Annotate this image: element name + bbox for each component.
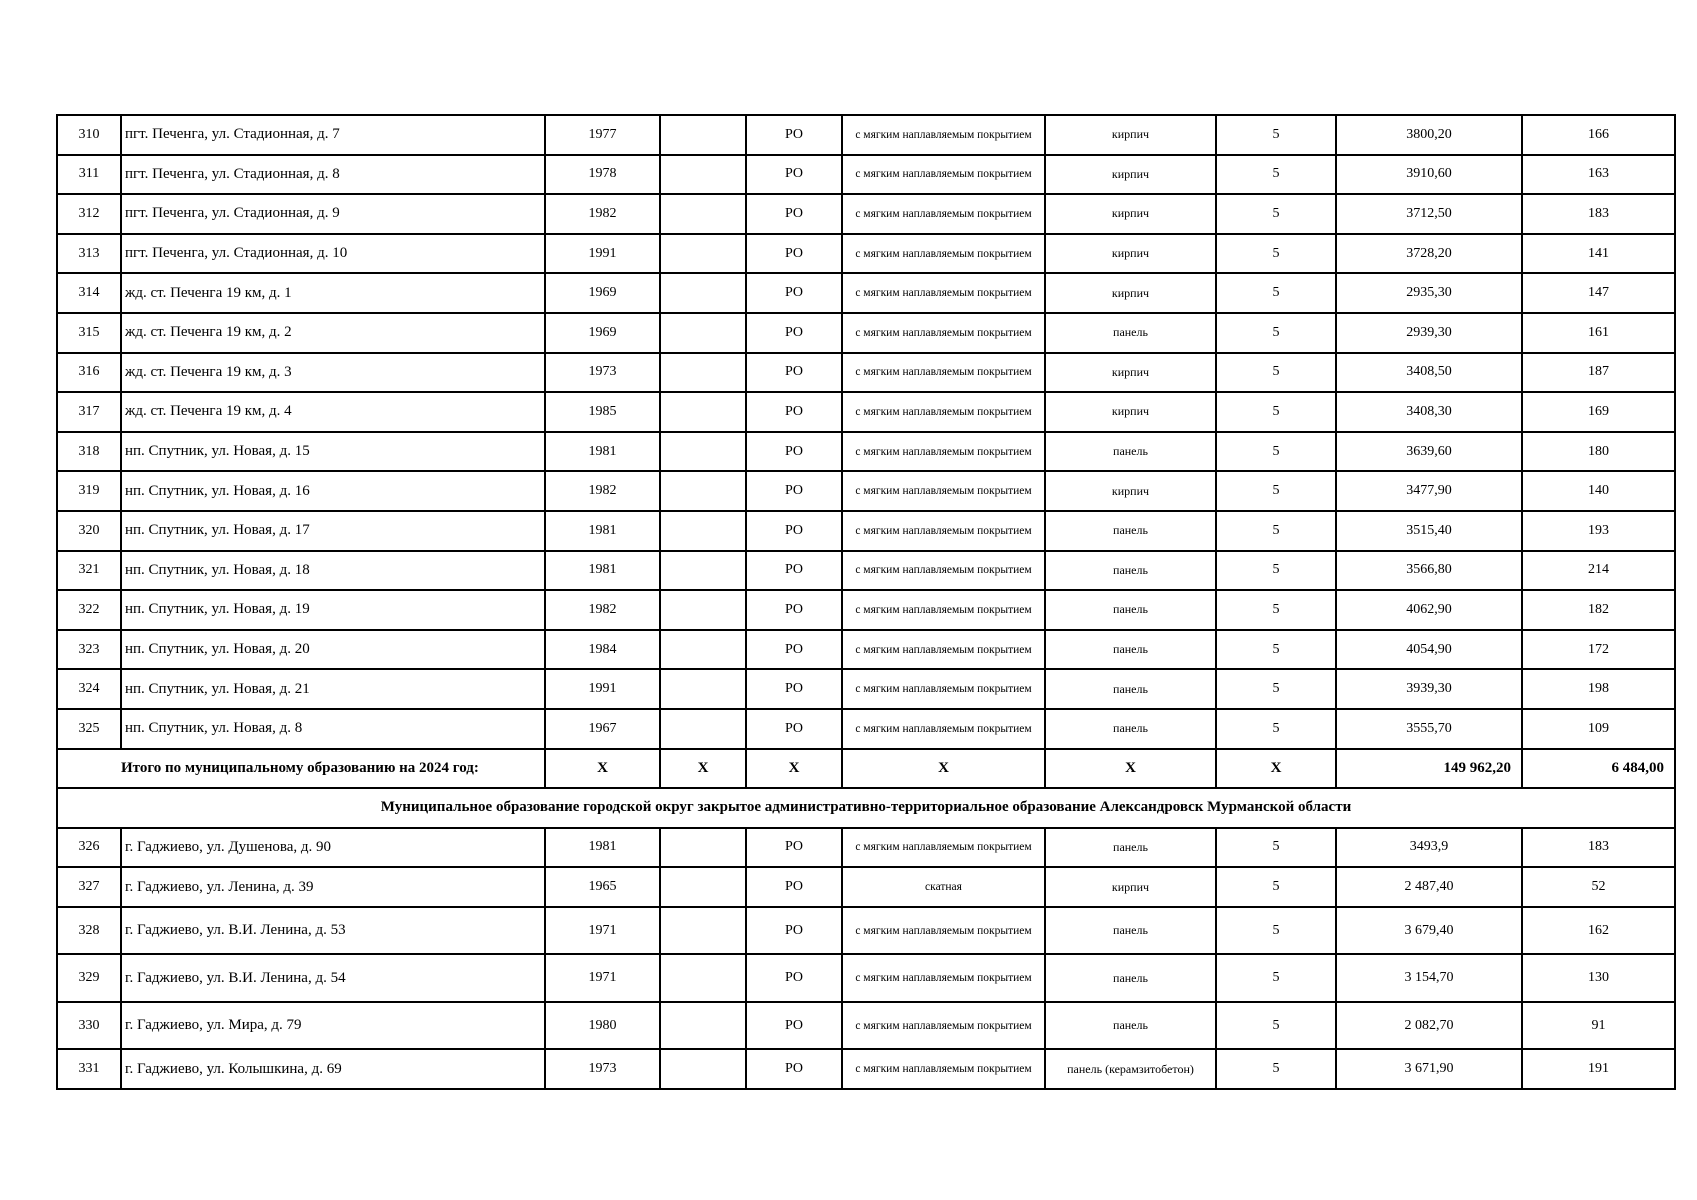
- address-cell: нп. Спутник, ул. Новая, д. 8: [121, 709, 545, 749]
- fund-cell: РО: [746, 353, 842, 393]
- year-cell: 1981: [545, 551, 660, 591]
- roof-type-cell: с мягким наплавляемым покрытием: [842, 194, 1045, 234]
- wall-material-cell: кирпич: [1045, 273, 1216, 313]
- row-number: 318: [57, 432, 121, 472]
- area-cell: 3910,60: [1336, 155, 1522, 195]
- area-cell: 3712,50: [1336, 194, 1522, 234]
- empty-cell: [660, 669, 746, 709]
- empty-cell: [660, 1002, 746, 1050]
- empty-cell: [660, 709, 746, 749]
- floors-cell: 5: [1216, 907, 1336, 955]
- year-cell: 1969: [545, 313, 660, 353]
- row-number: 312: [57, 194, 121, 234]
- wall-material-cell: панель: [1045, 551, 1216, 591]
- housing-register-table: [56, 114, 1676, 1090]
- table-row: [57, 273, 1675, 313]
- rows-group-gadzhievo: [57, 828, 1675, 1089]
- area-cell: 3408,30: [1336, 392, 1522, 432]
- address-cell: жд. ст. Печенга 19 км, д. 1: [121, 273, 545, 313]
- floors-cell: 5: [1216, 1049, 1336, 1089]
- total-residents: 6 484,00: [1522, 749, 1675, 789]
- row-number: 316: [57, 353, 121, 393]
- row-number: 324: [57, 669, 121, 709]
- floors-cell: 5: [1216, 194, 1336, 234]
- area-cell: 3493,9: [1336, 828, 1522, 868]
- year-cell: 1981: [545, 828, 660, 868]
- floors-cell: 5: [1216, 432, 1336, 472]
- residents-cell: 193: [1522, 511, 1675, 551]
- floors-cell: 5: [1216, 590, 1336, 630]
- table-row: [57, 511, 1675, 551]
- residents-cell: 91: [1522, 1002, 1675, 1050]
- empty-cell: [660, 828, 746, 868]
- table-row: [57, 234, 1675, 274]
- wall-material-cell: кирпич: [1045, 234, 1216, 274]
- wall-material-cell: панель: [1045, 709, 1216, 749]
- wall-material-cell: кирпич: [1045, 155, 1216, 195]
- wall-material-cell: кирпич: [1045, 867, 1216, 907]
- table-row: [57, 669, 1675, 709]
- floors-cell: 5: [1216, 313, 1336, 353]
- roof-type-cell: с мягким наплавляемым покрытием: [842, 590, 1045, 630]
- empty-cell: [660, 353, 746, 393]
- row-number: 327: [57, 867, 121, 907]
- wall-material-cell: панель: [1045, 1002, 1216, 1050]
- wall-material-cell: панель: [1045, 954, 1216, 1002]
- table-row: [57, 954, 1675, 1002]
- fund-cell: РО: [746, 954, 842, 1002]
- table-row: [57, 590, 1675, 630]
- total-row: [57, 749, 1675, 789]
- address-cell: пгт. Печенга, ул. Стадионная, д. 10: [121, 234, 545, 274]
- empty-cell: [660, 511, 746, 551]
- row-number: 313: [57, 234, 121, 274]
- empty-cell: [660, 155, 746, 195]
- address-cell: пгт. Печенга, ул. Стадионная, д. 7: [121, 115, 545, 155]
- area-cell: 3408,50: [1336, 353, 1522, 393]
- area-cell: 3566,80: [1336, 551, 1522, 591]
- table-row: [57, 1002, 1675, 1050]
- fund-cell: РО: [746, 1049, 842, 1089]
- table-row: [57, 194, 1675, 234]
- section-title: Муниципальное образование городской округ закрытое административно-территориальное образование Александровск Мурманской области: [57, 788, 1675, 828]
- roof-type-cell: с мягким наплавляемым покрытием: [842, 155, 1045, 195]
- area-cell: 3800,20: [1336, 115, 1522, 155]
- row-number: 328: [57, 907, 121, 955]
- fund-cell: РО: [746, 630, 842, 670]
- area-cell: 3 679,40: [1336, 907, 1522, 955]
- address-cell: г. Гаджиево, ул. Мира, д. 79: [121, 1002, 545, 1050]
- wall-material-cell: панель: [1045, 590, 1216, 630]
- residents-cell: 161: [1522, 313, 1675, 353]
- row-number: 331: [57, 1049, 121, 1089]
- fund-cell: РО: [746, 273, 842, 313]
- fund-cell: РО: [746, 709, 842, 749]
- floors-cell: 5: [1216, 828, 1336, 868]
- total-area: 149 962,20: [1336, 749, 1522, 789]
- roof-type-cell: с мягким наплавляемым покрытием: [842, 630, 1045, 670]
- year-cell: 1981: [545, 511, 660, 551]
- row-number: 319: [57, 471, 121, 511]
- floors-cell: 5: [1216, 669, 1336, 709]
- residents-cell: 180: [1522, 432, 1675, 472]
- address-cell: г. Гаджиево, ул. Колышкина, д. 69: [121, 1049, 545, 1089]
- residents-cell: 162: [1522, 907, 1675, 955]
- fund-cell: РО: [746, 155, 842, 195]
- floors-cell: 5: [1216, 511, 1336, 551]
- wall-material-cell: панель: [1045, 828, 1216, 868]
- residents-cell: 214: [1522, 551, 1675, 591]
- row-number: 329: [57, 954, 121, 1002]
- residents-cell: 198: [1522, 669, 1675, 709]
- area-cell: 3515,40: [1336, 511, 1522, 551]
- table-row: [57, 392, 1675, 432]
- fund-cell: РО: [746, 115, 842, 155]
- address-cell: жд. ст. Печенга 19 км, д. 4: [121, 392, 545, 432]
- address-cell: нп. Спутник, ул. Новая, д. 15: [121, 432, 545, 472]
- roof-type-cell: с мягким наплавляемым покрытием: [842, 353, 1045, 393]
- fund-cell: РО: [746, 867, 842, 907]
- area-cell: 3555,70: [1336, 709, 1522, 749]
- wall-material-cell: кирпич: [1045, 353, 1216, 393]
- fund-cell: РО: [746, 551, 842, 591]
- row-number: 321: [57, 551, 121, 591]
- roof-type-cell: с мягким наплавляемым покрытием: [842, 1049, 1045, 1089]
- floors-cell: 5: [1216, 273, 1336, 313]
- total-mark: Х: [660, 749, 746, 789]
- year-cell: 1973: [545, 1049, 660, 1089]
- area-cell: 3728,20: [1336, 234, 1522, 274]
- table-row: [57, 907, 1675, 955]
- total-mark: Х: [1045, 749, 1216, 789]
- residents-cell: 187: [1522, 353, 1675, 393]
- empty-cell: [660, 590, 746, 630]
- fund-cell: РО: [746, 194, 842, 234]
- roof-type-cell: с мягким наплавляемым покрытием: [842, 511, 1045, 551]
- wall-material-cell: панель: [1045, 511, 1216, 551]
- roof-type-cell: с мягким наплавляемым покрытием: [842, 907, 1045, 955]
- fund-cell: РО: [746, 907, 842, 955]
- address-cell: нп. Спутник, ул. Новая, д. 17: [121, 511, 545, 551]
- row-number: 330: [57, 1002, 121, 1050]
- area-cell: 2939,30: [1336, 313, 1522, 353]
- wall-material-cell: кирпич: [1045, 115, 1216, 155]
- table-row: [57, 471, 1675, 511]
- residents-cell: 172: [1522, 630, 1675, 670]
- table-row: [57, 828, 1675, 868]
- year-cell: 1982: [545, 590, 660, 630]
- year-cell: 1991: [545, 234, 660, 274]
- row-number: 310: [57, 115, 121, 155]
- row-number: 317: [57, 392, 121, 432]
- table-row: [57, 709, 1675, 749]
- year-cell: 1984: [545, 630, 660, 670]
- wall-material-cell: панель: [1045, 630, 1216, 670]
- area-cell: 3 154,70: [1336, 954, 1522, 1002]
- roof-type-cell: с мягким наплавляемым покрытием: [842, 273, 1045, 313]
- year-cell: 1967: [545, 709, 660, 749]
- row-number: 311: [57, 155, 121, 195]
- roof-type-cell: с мягким наплавляемым покрытием: [842, 471, 1045, 511]
- address-cell: г. Гаджиево, ул. Ленина, д. 39: [121, 867, 545, 907]
- wall-material-cell: панель: [1045, 669, 1216, 709]
- area-cell: 2935,30: [1336, 273, 1522, 313]
- roof-type-cell: с мягким наплавляемым покрытием: [842, 234, 1045, 274]
- address-cell: жд. ст. Печенга 19 км, д. 3: [121, 353, 545, 393]
- table-row: [57, 630, 1675, 670]
- year-cell: 1973: [545, 353, 660, 393]
- residents-cell: 163: [1522, 155, 1675, 195]
- residents-cell: 166: [1522, 115, 1675, 155]
- year-cell: 1977: [545, 115, 660, 155]
- empty-cell: [660, 273, 746, 313]
- address-cell: г. Гаджиево, ул. Душенова, д. 90: [121, 828, 545, 868]
- empty-cell: [660, 1049, 746, 1089]
- fund-cell: РО: [746, 669, 842, 709]
- empty-cell: [660, 867, 746, 907]
- address-cell: нп. Спутник, ул. Новая, д. 21: [121, 669, 545, 709]
- table-row: [57, 353, 1675, 393]
- floors-cell: 5: [1216, 392, 1336, 432]
- roof-type-cell: с мягким наплавляемым покрытием: [842, 432, 1045, 472]
- residents-cell: 130: [1522, 954, 1675, 1002]
- residents-cell: 169: [1522, 392, 1675, 432]
- floors-cell: 5: [1216, 155, 1336, 195]
- year-cell: 1981: [545, 432, 660, 472]
- roof-type-cell: с мягким наплавляемым покрытием: [842, 313, 1045, 353]
- roof-type-cell: с мягким наплавляемым покрытием: [842, 709, 1045, 749]
- address-cell: нп. Спутник, ул. Новая, д. 16: [121, 471, 545, 511]
- empty-cell: [660, 392, 746, 432]
- floors-cell: 5: [1216, 551, 1336, 591]
- year-cell: 1982: [545, 471, 660, 511]
- empty-cell: [660, 954, 746, 1002]
- roof-type-cell: с мягким наплавляемым покрытием: [842, 954, 1045, 1002]
- empty-cell: [660, 432, 746, 472]
- address-cell: пгт. Печенга, ул. Стадионная, д. 8: [121, 155, 545, 195]
- floors-cell: 5: [1216, 1002, 1336, 1050]
- area-cell: 3 671,90: [1336, 1049, 1522, 1089]
- total-mark: Х: [842, 749, 1045, 789]
- fund-cell: РО: [746, 392, 842, 432]
- address-cell: пгт. Печенга, ул. Стадионная, д. 9: [121, 194, 545, 234]
- wall-material-cell: панель (керамзитобетон): [1045, 1049, 1216, 1089]
- fund-cell: РО: [746, 432, 842, 472]
- table-row: [57, 313, 1675, 353]
- address-cell: нп. Спутник, ул. Новая, д. 18: [121, 551, 545, 591]
- area-cell: 2 082,70: [1336, 1002, 1522, 1050]
- residents-cell: 140: [1522, 471, 1675, 511]
- empty-cell: [660, 313, 746, 353]
- roof-type-cell: скатная: [842, 867, 1045, 907]
- roof-type-cell: с мягким наплавляемым покрытием: [842, 828, 1045, 868]
- row-number: 320: [57, 511, 121, 551]
- floors-cell: 5: [1216, 630, 1336, 670]
- year-cell: 1991: [545, 669, 660, 709]
- total-mark: Х: [545, 749, 660, 789]
- total-mark: Х: [746, 749, 842, 789]
- floors-cell: 5: [1216, 867, 1336, 907]
- address-cell: г. Гаджиево, ул. В.И. Ленина, д. 54: [121, 954, 545, 1002]
- table-row: [57, 155, 1675, 195]
- row-number: 314: [57, 273, 121, 313]
- roof-type-cell: с мягким наплавляемым покрытием: [842, 392, 1045, 432]
- roof-type-cell: с мягким наплавляемым покрытием: [842, 551, 1045, 591]
- section-header-row: [57, 788, 1675, 828]
- residents-cell: 109: [1522, 709, 1675, 749]
- fund-cell: РО: [746, 313, 842, 353]
- residents-cell: 183: [1522, 194, 1675, 234]
- wall-material-cell: кирпич: [1045, 194, 1216, 234]
- area-cell: 4062,90: [1336, 590, 1522, 630]
- roof-type-cell: с мягким наплавляемым покрытием: [842, 115, 1045, 155]
- year-cell: 1985: [545, 392, 660, 432]
- residents-cell: 147: [1522, 273, 1675, 313]
- area-cell: 3939,30: [1336, 669, 1522, 709]
- row-number: 325: [57, 709, 121, 749]
- floors-cell: 5: [1216, 115, 1336, 155]
- empty-cell: [660, 551, 746, 591]
- floors-cell: 5: [1216, 234, 1336, 274]
- year-cell: 1982: [545, 194, 660, 234]
- row-number: 323: [57, 630, 121, 670]
- area-cell: 3639,60: [1336, 432, 1522, 472]
- residents-cell: 183: [1522, 828, 1675, 868]
- table-row: [57, 432, 1675, 472]
- wall-material-cell: панель: [1045, 313, 1216, 353]
- floors-cell: 5: [1216, 471, 1336, 511]
- year-cell: 1969: [545, 273, 660, 313]
- residents-cell: 191: [1522, 1049, 1675, 1089]
- empty-cell: [660, 234, 746, 274]
- wall-material-cell: панель: [1045, 432, 1216, 472]
- table-row: [57, 1049, 1675, 1089]
- address-cell: нп. Спутник, ул. Новая, д. 19: [121, 590, 545, 630]
- rows-group-pechenga: [57, 115, 1675, 749]
- area-cell: 4054,90: [1336, 630, 1522, 670]
- fund-cell: РО: [746, 234, 842, 274]
- area-cell: 3477,90: [1336, 471, 1522, 511]
- total-mark: Х: [1216, 749, 1336, 789]
- floors-cell: 5: [1216, 353, 1336, 393]
- total-label: Итого по муниципальному образованию на 2024 год:: [57, 749, 545, 789]
- row-number: 326: [57, 828, 121, 868]
- wall-material-cell: кирпич: [1045, 471, 1216, 511]
- wall-material-cell: кирпич: [1045, 392, 1216, 432]
- empty-cell: [660, 907, 746, 955]
- fund-cell: РО: [746, 511, 842, 551]
- empty-cell: [660, 471, 746, 511]
- address-cell: г. Гаджиево, ул. В.И. Ленина, д. 53: [121, 907, 545, 955]
- year-cell: 1971: [545, 907, 660, 955]
- table-row: [57, 867, 1675, 907]
- fund-cell: РО: [746, 1002, 842, 1050]
- roof-type-cell: с мягким наплавляемым покрытием: [842, 1002, 1045, 1050]
- empty-cell: [660, 194, 746, 234]
- roof-type-cell: с мягким наплавляемым покрытием: [842, 669, 1045, 709]
- fund-cell: РО: [746, 471, 842, 511]
- residents-cell: 52: [1522, 867, 1675, 907]
- year-cell: 1965: [545, 867, 660, 907]
- empty-cell: [660, 630, 746, 670]
- floors-cell: 5: [1216, 709, 1336, 749]
- address-cell: нп. Спутник, ул. Новая, д. 20: [121, 630, 545, 670]
- year-cell: 1971: [545, 954, 660, 1002]
- total-group: [57, 749, 1675, 828]
- empty-cell: [660, 115, 746, 155]
- row-number: 315: [57, 313, 121, 353]
- table-row: [57, 115, 1675, 155]
- area-cell: 2 487,40: [1336, 867, 1522, 907]
- year-cell: 1980: [545, 1002, 660, 1050]
- residents-cell: 182: [1522, 590, 1675, 630]
- fund-cell: РО: [746, 590, 842, 630]
- year-cell: 1978: [545, 155, 660, 195]
- floors-cell: 5: [1216, 954, 1336, 1002]
- address-cell: жд. ст. Печенга 19 км, д. 2: [121, 313, 545, 353]
- fund-cell: РО: [746, 828, 842, 868]
- residents-cell: 141: [1522, 234, 1675, 274]
- row-number: 322: [57, 590, 121, 630]
- wall-material-cell: панель: [1045, 907, 1216, 955]
- table-row: [57, 551, 1675, 591]
